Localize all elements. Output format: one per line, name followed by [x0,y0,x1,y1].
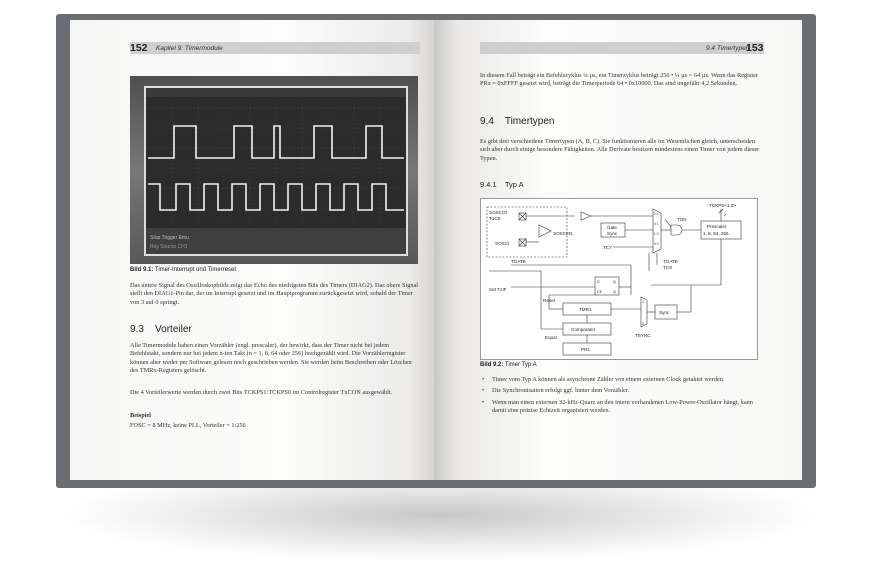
diag-mux-in-2: 0 1 [654,222,659,226]
diag-sosco-line2: T1CK [489,216,501,221]
right-paragraph-2: Es gibt drei verschiedene Timertypen (A, B, C). Sie funktionieren alle im Wesentlichen gleich, unterscheiden sich aber durch einige besondere Fähigkeiten. Alle Derivate besitzen mindestens einen Timer von jedem dieser Typen. [480,138,760,162]
diag-ton: TON [677,217,687,222]
diag-soscen: SOSCEN [553,231,573,236]
section-9-3-title: Vorteiler [155,324,192,335]
scope-footer-line2: Rdy Source CH1 [150,244,188,250]
section-9-4-title: Timertypen [504,116,555,127]
diag-mux-in-3: 1 0 [654,232,659,236]
diag-equal: Equal [545,335,557,340]
diag-prescaler-line1: Prescaler [707,224,727,229]
diag-gate-sync-line2: Sync [607,231,618,236]
diag-ff-ck: CK [597,290,602,294]
oscilloscope-traces [146,88,406,254]
diag-ff-qbar: Q [613,290,616,294]
diag-gate-sync-line1: Gate [607,225,617,230]
figure-9-2-caption [480,362,537,368]
timer-block-diagram [481,199,757,359]
right-paragraph-1: In diesem Fall beträgt ein Befehlszyklus ¼ µs, ein Timerzyklus beträgt 256 • ¼ µs = 64 µs. Wenn das Register PRx = 0xFFFF gesetzt wird, beträgt die Timerperiode 64 • 0x10000. Das sind ungefähr 4,2 Sekunden. [480,72,759,88]
diag-tmr1: TMR1 [579,307,592,312]
example-label: Beispiel [130,412,151,419]
diag-tsync: TSYNC [635,333,651,338]
diag-sosci: SOSCI [495,241,510,246]
scope-footer-line1: Stop Trigger Emu [150,235,189,241]
left-header-title: Kapitel 9: Timermodule [156,45,223,52]
diag-mux-in-1: 1 x [654,212,659,216]
diag-ff-q: Q [613,280,616,284]
subsection-9-4-1-number: 9.4.1 [480,180,497,189]
diag-tcy: TCY [603,245,613,250]
oscilloscope-photo [130,76,418,264]
figure-9-2-label: Bild 9.2: [480,362,504,368]
diag-mux-in-4: 0 0 [654,242,659,246]
diag-ff-d: D [597,280,600,284]
diag-sync: Sync [659,310,670,315]
diag-prescaler-line2: 1, 8, 64, 256 [703,231,729,236]
subsection-9-4-1-heading [480,180,524,189]
diag-tcs: TCS [663,265,673,270]
diag-tckps-bits: 2 [724,213,726,217]
right-header-title: 9.4 Timertypen [706,45,750,52]
example-text: FOSC = 8 MHz, keine PLL, Vorteiler = 1:256 [130,422,246,429]
bullet-item: • Wenn man einen externen 32-kHz-Quarz an den intern vorhandenen Low-Power-Oszillator hängt, kann damit eine präzise Echtzeit organisiert werden. [480,399,764,416]
diag-pr1: PR1 [581,347,590,352]
diag-tgate-right: TGATE [663,259,678,264]
figure-9-1-text: Timer-Interrupt und Timerreset [154,267,237,273]
left-page-number: 152 [130,42,148,54]
section-9-4-heading [480,116,555,127]
bullet-item: • Die Synchronisation erfolgt ggf. hinter dem Vorzähler. [480,387,764,395]
diag-tgate-left: TGATE [511,259,526,264]
oscilloscope-screen [144,86,408,256]
timer-type-a-diagram [480,198,758,360]
timer-type-a-bullets [480,376,764,419]
left-paragraph-2: Alle Timermodule haben einen Vorzähler (engl. prescaler), der bewirkt, dass der Timer nicht bei jedem Befehlstakt, sondern nur bei jedem n-ten Takt (n = 1, 8, 64 oder 256) hochgezählt wird. Die Vorzählerregister können aber weder per Software gelesen noch geschrieben werden. Sie werden beim Beschreiben oder Löschen des TMRx-Registers gelöscht. [130,342,412,375]
left-paragraph-1: Das untere Signal des Oszilloskopbilds zeigt das Echo des niedrigsten Bits des Timers (DIAG2). Das obere Signal stellt den DIAG1-Pin dar, der im Interrupt gesetzt und im Hauptprogramm zurückgesetzt wird, sobald der Timer von 3 auf 0 springt. [130,282,419,306]
diag-reset: Reset [543,298,556,303]
diag-sosco-line1: SOSCO/ [489,210,507,215]
figure-9-2-text: Timer Typ A [504,362,537,368]
diag-tckps: TCKPS<1:0> [709,203,737,208]
diag-mux2-in-0: 0 [642,322,644,326]
section-9-3-number: 9.3 [130,324,144,335]
subsection-9-4-1-title: Typ A [504,180,524,189]
left-paragraph-3: Die 4 Vorteilerwerte werden durch zwei Bits TCKPS1:TCKPS0 im Controlregister TxCON ausgewählt. [130,389,393,396]
bullet-item: • Timer vom Typ A können als asynchrone Zähler von einem externen Clock getaktet werden. [480,376,764,384]
right-page [434,20,802,480]
diag-set-t1if: Set T1IF [489,287,507,292]
diag-mux2-in-1: 1 [642,300,644,304]
diag-comparator: Comparator [571,327,596,332]
section-9-3-heading [130,324,192,335]
right-page-number: 153 [746,42,764,54]
figure-9-1-label: Bild 9.1: [130,267,154,273]
figure-9-1-caption [130,267,236,273]
left-page [70,20,434,480]
section-9-4-number: 9.4 [480,116,494,127]
